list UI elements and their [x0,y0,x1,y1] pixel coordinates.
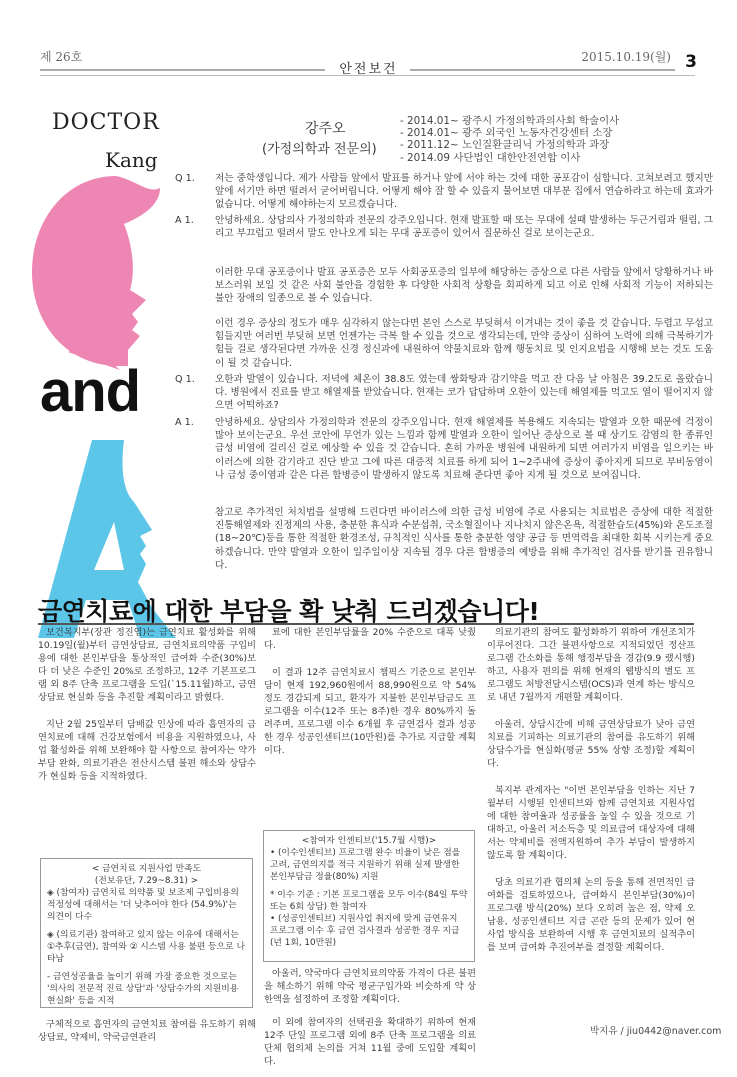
header-rule-left [40,69,325,71]
qa-text: 참고로 추가적인 처치법을 설명해 드린다면 바이러스에 의한 급성 비염에 주로 사용되는 치료법은 증상에 대한 적절한 진통해열제와 진정제의 사용, 충분한 휴식과 수분섭취, 국소혈질이나 지나치지 않은온욕, 적절한습도(45%)와 온도조절(18~20℃)등을 통한 적절한 환경조성, 규칙적인 식사를 통한 충분한 영양 공급 등 면역력을 최대한 회복 시키는게 중요하겠습니다. 만약 발열과 오한이 일주일이상 지속될 경우 다른 합병증의 예방을 위해 추가적인 검사를 받기를 권유합니다. [215,507,714,571]
issue-date: 2015.10.19(월) [581,50,671,64]
q-face-graphic [28,172,178,372]
article-column-3 [487,626,695,954]
paragraph: 아울러, 약국마다 금연치료의약품 가격이 다른 불편을 해소하기 위해 약국 평균구입가와 비슷하게 약 상한액을 설정하여 조정할 계획이다. [264,968,476,1005]
article-column-2 [264,626,476,757]
and-word: and [40,359,141,424]
qa-text: 이런 경우 증상의 정도가 매우 심각하지 않는다면 본인 스스로 부딪혀서 이겨내는 것이 좋을 것 같습니다. 두렵고 무섭고 힘들지만 여러번 부딪혀 보면 언젠가는 극복 할 수 있을 것으로 생각되는데, 만약 증상이 심하여 노력에 의해 극복하기가 힘들 걸로 생각된다면 가까운 신경 정신과에 내원하여 약물치료와 함께 행동치료 및 인지요법을 시행해 보는 것도 도움이 될 것 같습니다. [215,318,713,369]
paragraph: 복지부 관계자는 "이번 본인부담을 인하는 지난 7월부터 시행된 인센티브와 함께 금연치료 지원사업에 대한 참여율과 성공률을 높일 수 있을 것으로 기대하고, 아울러 저소득층 및 의료급여 대상자에 대해서는 약제비를 전액지원하여 추가 부담이 발생하지 않도록 할 계획이다. [487,785,695,861]
qa-text: 오한과 발열이 있습니다. 저녁에 체온이 38.8도 였는데 쌍화탕과 감기약을 먹고 잔 다음 날 아침은 39.2도로 올랐습니다. 병원에서 진료를 받고 해열제를 받았습니다. 현재는 코가 답답하며 오한이 있는데 해열제를 먹고도 열이 떨어지지 않으면 어떡하죠? [215,374,713,412]
article-column-2-end [264,967,476,1068]
headline-rule [38,623,694,625]
incentive-box [263,830,475,962]
box-item: ◈ (의료기관) 참여하고 있지 않는 이유에 대해서는 ①추후(금연), 참여와 ② 시스템 사용 불편 등으로 나타남 [47,930,245,964]
article-headline: 금연치료에 대한 부담을 확 낮춰 드리겠습니다! [38,597,540,626]
paragraph: 아울러, 상담시간에 비해 금연상담료가 낮아 금연치료를 기피하는 의료기관의 참여를 유도하기 위해 상담수가를 현실화(평균 55% 상향 조정)할 계획이다. [487,719,695,769]
header-rule-thin [40,75,695,76]
header-rule-right [410,69,675,71]
box-item: • (이수인센티브) 프로그램 완수 비율이 낮은 점을 고려, 금연의지를 적극 지원하기 위해 실제 발생한 본인부담금 정율(80%) 지원 [270,848,461,882]
qa-text: 안녕하세요. 상담의사 가정의학과 전문의 강주오입니다. 현재 해열제를 복용해도 지속되는 발열과 오한 때문에 걱정이 많아 보이는군요. 우선 코안에 무언가 있는 느낌과 함께 발열과 오한이 일어난 증상으로 볼 때 상기도 감염의 한 종류인 급성 비염에 걸리신 걸로 예상할 수 있을 것 같습니다. 혼히 가까운 병원에 내원하게 되면 여러가지 비염을 일으키는 바이러스에 의한 감기라고 진단 받고 그에 따른 대증적 치료를 하게 되어 1~2주내에 증상이 좋아지게 되므로 부비동염이나 급성 중이염과 같은 다른 합병증이 발생하지 않도록 치료해 준다면 좋아 지게 될 것으로 보여집니다. [215,417,713,481]
cv-line: - 2014.01~ 광주시 가정의학과의사회 학술이사 [400,115,620,127]
satisfaction-box [40,858,253,1008]
box-item: • (성공인센티브) 지원사업 취지에 맞게 금연유지 프로그램 이수 후 금연 검사결과 성공한 경우 지급(년 1회, 10만원) [270,914,460,948]
cv-line: - 2011.12~ 노인질환클리닉 가정의학과 과장 [400,139,610,152]
box-title: <참여자 인센티브('15.7월 시행)> [301,836,437,846]
paragraph: 구체적으로 흡연자의 금연치료 참여를 유도하기 위해 상담료, 약제비, 약국금연관리 [38,1019,256,1043]
box-item: ◈ (참여자) 금연치료 의약품 및 보조제 구입비용의 적정성에 대해서는 '더 낮추어야 한다 (54.9%)'는 의견이 다수 [47,888,239,922]
doctor-logo-line2: Kang [105,148,158,172]
doctor-cv [400,115,619,164]
qa-text: 저는 중학생입니다. 제가 사람들 앞에서 발표를 하거나 앞에 서야 하는 것에 대한 공포감이 심합니다. 고쳐보려고 했지만 앞에 서기만 하면 떨려서 굳어버립니다. 어떻게 해야 잘 할 수 있을지 물어보면 대부분 집에서 연습하라고 하는데 효과가 없습니다. 어떻게 해야하는지 모르겠습니다. [215,173,713,211]
qa-label: A 1. [175,215,194,226]
cv-line: - 2014.01~ 광주 외국인 노동자건강센터 소장 [400,127,613,140]
qa-label: A 1. [175,417,194,428]
page-number: 3 [685,52,697,72]
article-column-1 [38,626,256,783]
paragraph: 이 외에 참여자의 선택권을 확대하기 위하여 현재 12주 단일 프로그램 외에 8주 단축 프로그램을 의료단체 협의체 논의를 거쳐 11월 중에 도입할 계획이다. [264,1017,476,1067]
box-item: - 금연성공율을 높이기 위해 가장 중요한 것으로는 '의사의 전문적 진료 상담'과 '상담수가의 지원비용 현실화' 등을 지적 [47,972,239,1006]
paragraph: 의료기관의 참여도 활성화하기 위하여 개선조치가 이루어진다. 그간 불편사항으로 지적되었던 정산프로그램 간소화를 통해 행정부담을 경감(9.9 랬시행)하고, 사용자 편의를 위해 현재의 웹방식의 별도 프로그램도 처방전달시스템(OCS)과 연계 하는 방식으로 내년 7월까지 개편할 계획이다. [487,627,695,703]
article-column-1-end [38,1018,256,1044]
cv-line: - 2014.09 사단법인 대한안전연합 이사 [400,151,581,164]
doctor-name: 강주오 [305,121,346,137]
qa-label: Q 1. [175,173,195,184]
box-subtitle: (전보유단, 7.29~8.31) > [94,876,199,886]
box-item: * 이수 기준 : 기본 프로그램을 모두 이수(84일 투약 또는 6회 상담) 한 참여자 [270,890,468,912]
qa-text: 안녕하세요. 상담의사 가정의학과 전문의 강주오입니다. 현재 발표할 때 또는 무대에 설때 발생하는 두근거림과 떨림, 그리고 부끄럽고 떨려서 말도 안나오게 되는 무대 공포증이 있어서 질문하신 걸로 보이는군요. [215,215,713,240]
section-title: 안전보건 [339,62,398,77]
paragraph: 보건복지부(장관 정진엽)는 금연치료 활성화를 위해 10.19일(월)부터 금연상담료, 금연치료의약품 구입비용에 대한 본인부담을 통상적인 급여화 수준(30%)보다 더 낮은 수준인 20%로 조정하고, 12주 기본프로그램 외 8주 단축 프로그램을 도입(`15.11월)하고, 금연상담료 현실화 등을 추진할 계획이라고 밝혔다. [38,627,256,703]
qa-label: Q 1. [175,374,195,385]
qa-text: 이러한 무대 공포증이나 발표 공포증은 모두 사회공포증의 일부에 해당하는 증상으로 다른 사람들 앞에서 당황하거나 바보스러워 보일 것 같은 사회 불안을 경험한 후 다양한 사회적 상황을 회피하게 되고 이로 인해 사회적 기능이 저하되는 불안 장애의 일종으로 볼 수 있습니다. [215,267,713,305]
paragraph: 지난 2월 25일부터 담배값 인상에 따라 흡연자의 금연치료에 대해 건강보험에서 비용을 지원하였으나, 사업 활성화를 위해 보완해야 할 사항으로 참여자는 약가부담 완화, 의료기관은 전산시스템 불편 해소와 상담수가 현실화 등을 지적하였다. [38,719,256,782]
paragraph: 이 결과 12주 금연치료시 챔픽스 기준으로 본인부담이 현재 192,960원에서 88,990원으로 약 54% 정도 경감되게 되고, 환자가 지불한 본인부담금도 프로그램을 이수(12주 또는 8주)한 경우 80%까지 돌려주며, 프로그램 이수 6개월 후 금연검사 결과 성공한 경우 성공인센티브(10만원)를 추가로 지급할 계획이다. [264,667,476,756]
doctor-title: (가정의학과 전문의) [262,142,377,157]
issue-number: 제 26호 [40,50,83,64]
paragraph: 당초 의료기관 협의체 논의 등을 통해 전면적인 급여화를 검토하였으나, 급여화시 본인부담(30%)이 프로그램 방식(20%) 보다 오히려 높은 점, 약제 오남용, 성공인센티브 지급 곤란 등의 문제가 있어 현 사업 방식을 보완하여 시행 후 금연치료의 실적추이를 보며 급여화 추진여부를 결정할 계획이다. [487,877,695,953]
paragraph: 료에 대한 본인부담률을 20% 수준으로 대폭 낮췄다. [264,627,476,651]
byline: 박지유 / jiu0442@naver.com [590,1026,722,1037]
box-title: < 금연치료 지원사업 만족도 [91,864,202,874]
doctor-logo-line1: DOCTOR [52,110,160,135]
